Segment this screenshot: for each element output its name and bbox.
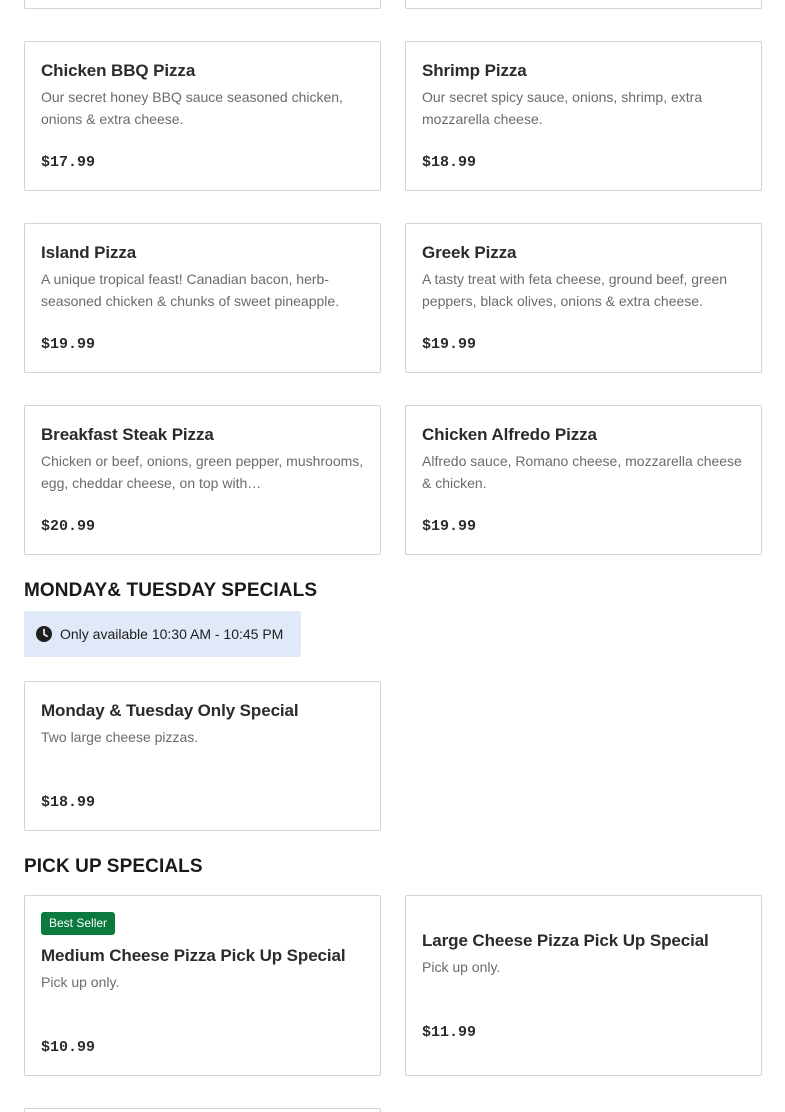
menu-item-name: Shrimp Pizza [422,61,527,80]
menu-item-name: Medium Cheese Pizza Pick Up Special [41,946,346,965]
menu-item-price: $19.99 [422,518,477,535]
menu-item-card[interactable] [405,223,762,373]
menu-item-description: Our secret spicy sauce, onions, shrimp, extra mozzarella cheese. [422,89,703,127]
menu-item-card-partial[interactable] [405,0,762,9]
menu-item-description: A tasty treat with feta cheese, ground beef, green peppers, black olives, onions & extra cheese. [422,271,728,309]
menu-item-card[interactable] [405,405,762,555]
menu-item-price: $10.99 [41,1039,96,1056]
menu-item-card[interactable] [24,41,381,191]
menu-item-name: Chicken BBQ Pizza [41,61,196,80]
availability-text: Only available 10:30 AM - 10:45 PM [60,626,284,642]
menu-item-description: Pick up only. [422,959,501,975]
menu-item-price: $20.99 [41,518,96,535]
menu-item-description: Alfredo sauce, Romano cheese, mozzarella cheese & chicken. [422,453,742,491]
menu-item-price: $17.99 [41,154,96,171]
menu-item-price: $18.99 [41,794,96,811]
menu-item-card[interactable] [24,681,381,831]
menu-item-card[interactable] [24,405,381,555]
menu-item-description: Two large cheese pizzas. [41,729,199,745]
menu-item-name: Breakfast Steak Pizza [41,425,214,444]
menu-item-price: $19.99 [422,336,477,353]
menu-item-card[interactable] [405,41,762,191]
menu-item-name: Greek Pizza [422,243,517,262]
menu-item-name: Monday & Tuesday Only Special [41,701,299,720]
section-heading-monday-tuesday: MONDAY& TUESDAY SPECIALS [24,580,318,601]
best-seller-badge: Best Seller [41,912,115,935]
menu-item-price: $18.99 [422,154,477,171]
menu-item-description: Pick up only. [41,974,120,990]
menu-item-name: Chicken Alfredo Pizza [422,425,597,444]
menu-item-name: Island Pizza [41,243,137,262]
menu-item-price: $11.99 [422,1024,477,1041]
menu-item-card[interactable] [24,223,381,373]
menu-item-card-partial[interactable] [24,0,381,9]
menu-item-description: Our secret honey BBQ sauce seasoned chicken, onions & extra cheese. [41,89,343,127]
availability-notice [24,611,301,657]
menu-item-description: A unique tropical feast! Canadian bacon, herb-seasoned chicken & chunks of sweet pineapple. [41,271,340,309]
menu-item-description: Chicken or beef, onions, green pepper, mushrooms, egg, cheddar cheese, on top with… [41,453,364,491]
menu-item-price: $19.99 [41,336,96,353]
menu-item-card[interactable] [24,895,381,1076]
menu-item-card-partial[interactable] [24,1108,381,1112]
section-heading-pick-up: PICK UP SPECIALS [24,856,203,877]
menu-item-card[interactable] [405,895,762,1076]
menu-item-name: Large Cheese Pizza Pick Up Special [422,931,709,950]
clock-icon [36,626,52,642]
